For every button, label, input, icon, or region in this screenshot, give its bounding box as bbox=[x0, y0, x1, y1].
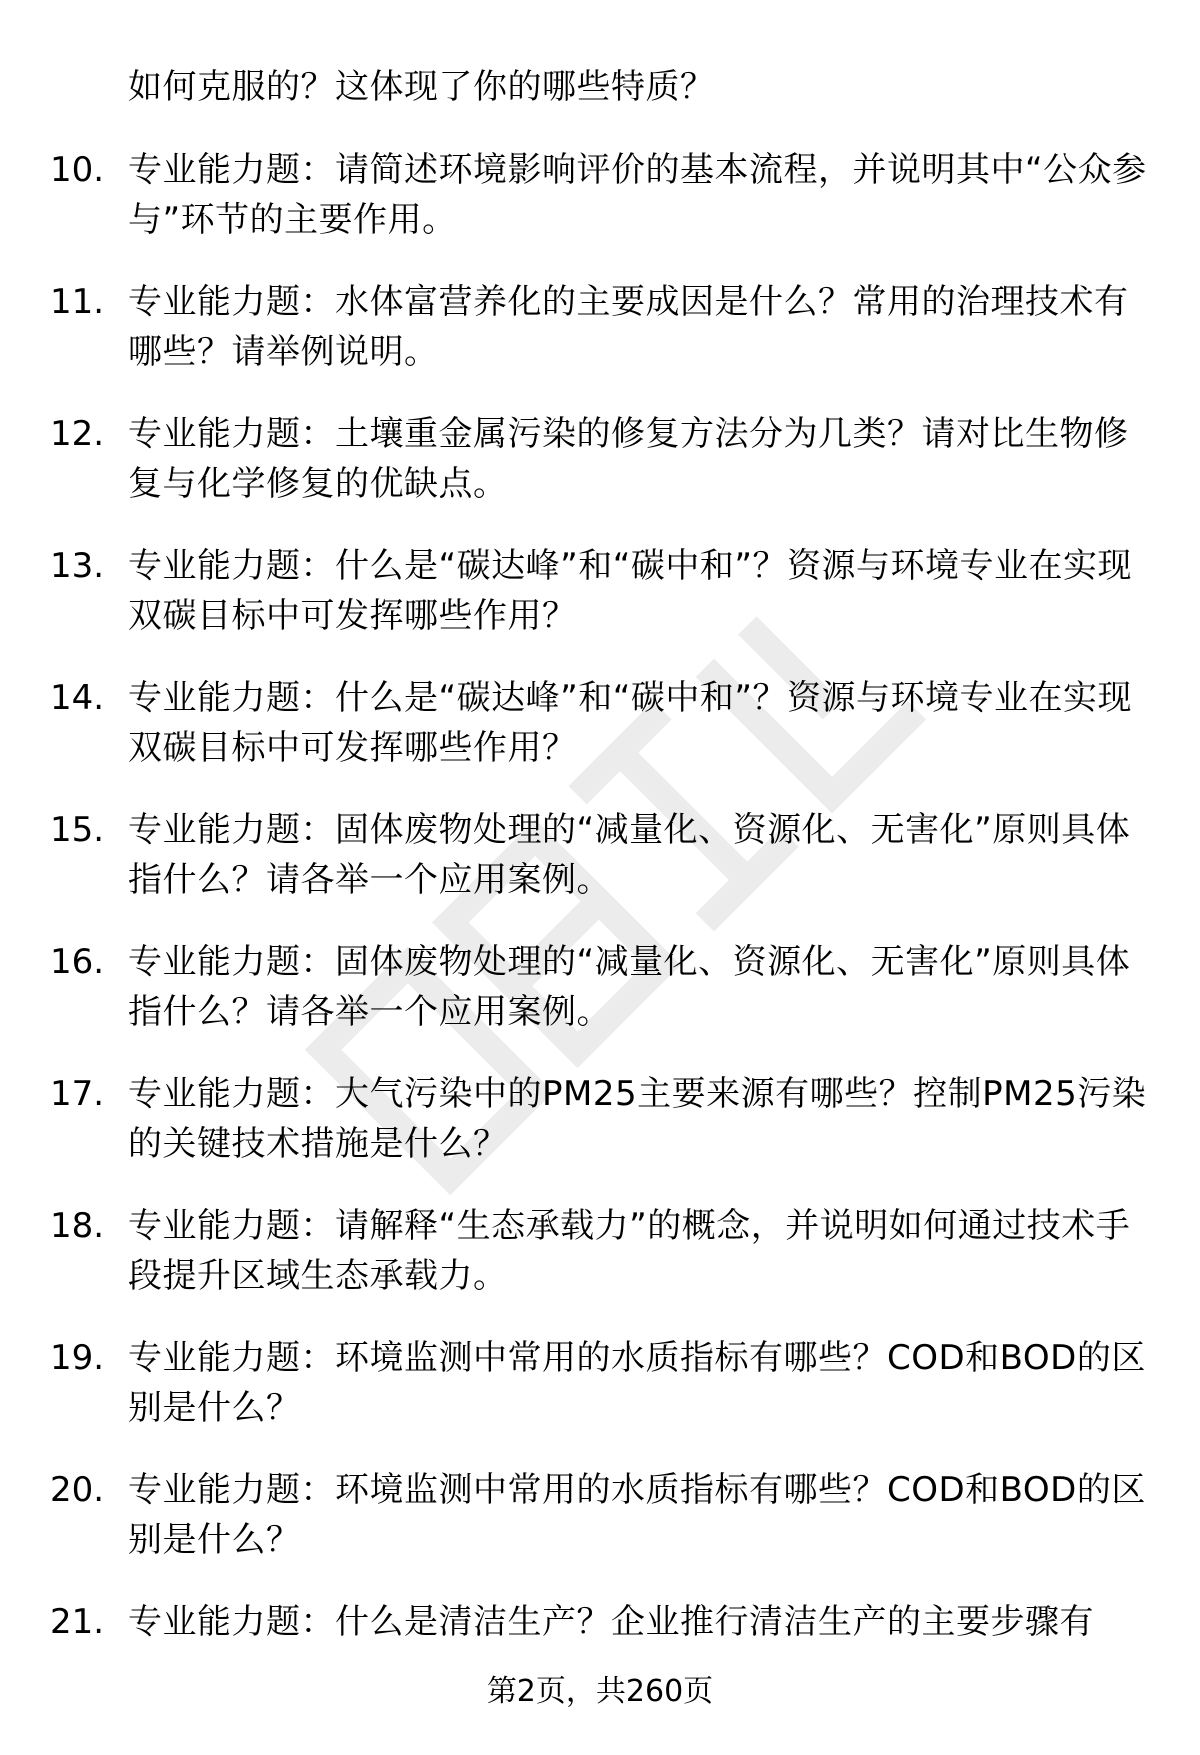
question-number: 21. bbox=[50, 1602, 105, 1642]
question-number: 16. bbox=[50, 942, 105, 982]
question-number: 11. bbox=[50, 282, 105, 322]
question-item bbox=[50, 805, 1160, 937]
question-text: 专业能力题：什么是“碳达峰”和“碳中和”？资源与环境专业在实现双碳目标中可发挥哪些作用？ bbox=[128, 546, 1132, 636]
continuation-text: 如何克服的？这体现了你的哪些特质？ bbox=[128, 67, 715, 107]
question-number: 14. bbox=[50, 678, 105, 718]
question-list bbox=[50, 145, 1160, 1729]
question-item bbox=[50, 673, 1160, 805]
question-item bbox=[50, 1069, 1160, 1201]
question-number: 18. bbox=[50, 1206, 105, 1246]
question-number: 12. bbox=[50, 414, 105, 454]
question-item bbox=[50, 1333, 1160, 1465]
question-item bbox=[50, 1201, 1160, 1333]
question-number: 13. bbox=[50, 546, 105, 586]
question-number: 10. bbox=[50, 150, 105, 190]
page-footer: 第2页，共260页 bbox=[486, 1674, 714, 1709]
question-text: 专业能力题：什么是“碳达峰”和“碳中和”？资源与环境专业在实现双碳目标中可发挥哪些作用？ bbox=[128, 678, 1132, 768]
question-number: 17. bbox=[50, 1074, 105, 1114]
question-text: 专业能力题：环境监测中常用的水质指标有哪些？COD和BOD的区别是什么？ bbox=[128, 1470, 1146, 1560]
question-text: 专业能力题：固体废物处理的“减量化、资源化、无害化”原则具体指什么？请各举一个应用案例。 bbox=[128, 810, 1131, 900]
question-text: 专业能力题：请简述环境影响评价的基本流程，并说明其中“公众参与”环节的主要作用。 bbox=[128, 150, 1147, 240]
question-number: 19. bbox=[50, 1338, 105, 1378]
question-text: 专业能力题：大气污染中的PM25主要来源有哪些？控制PM25污染的关键技术措施是什么？ bbox=[128, 1074, 1147, 1164]
question-number: 20. bbox=[50, 1470, 105, 1510]
question-item bbox=[50, 145, 1160, 277]
question-item bbox=[50, 541, 1160, 673]
question-text: 专业能力题：请解释“生态承载力”的概念，并说明如何通过技术手段提升区域生态承载力。 bbox=[128, 1206, 1131, 1296]
question-item bbox=[50, 937, 1160, 1069]
question-item bbox=[50, 409, 1160, 541]
question-number: 15. bbox=[50, 810, 105, 850]
question-text: 专业能力题：什么是清洁生产？企业推行清洁生产的主要步骤有 bbox=[128, 1602, 1094, 1642]
question-text: 专业能力题：土壤重金属污染的修复方法分为几类？请对比生物修复与化学修复的优缺点。 bbox=[128, 414, 1129, 504]
question-item bbox=[50, 1465, 1160, 1597]
question-text: 专业能力题：水体富营养化的主要成因是什么？常用的治理技术有哪些？请举例说明。 bbox=[128, 282, 1129, 372]
question-text: 专业能力题：固体废物处理的“减量化、资源化、无害化”原则具体指什么？请各举一个应用案例。 bbox=[128, 942, 1131, 1032]
question-text: 专业能力题：环境监测中常用的水质指标有哪些？COD和BOD的区别是什么？ bbox=[128, 1338, 1146, 1428]
question-item bbox=[50, 277, 1160, 409]
